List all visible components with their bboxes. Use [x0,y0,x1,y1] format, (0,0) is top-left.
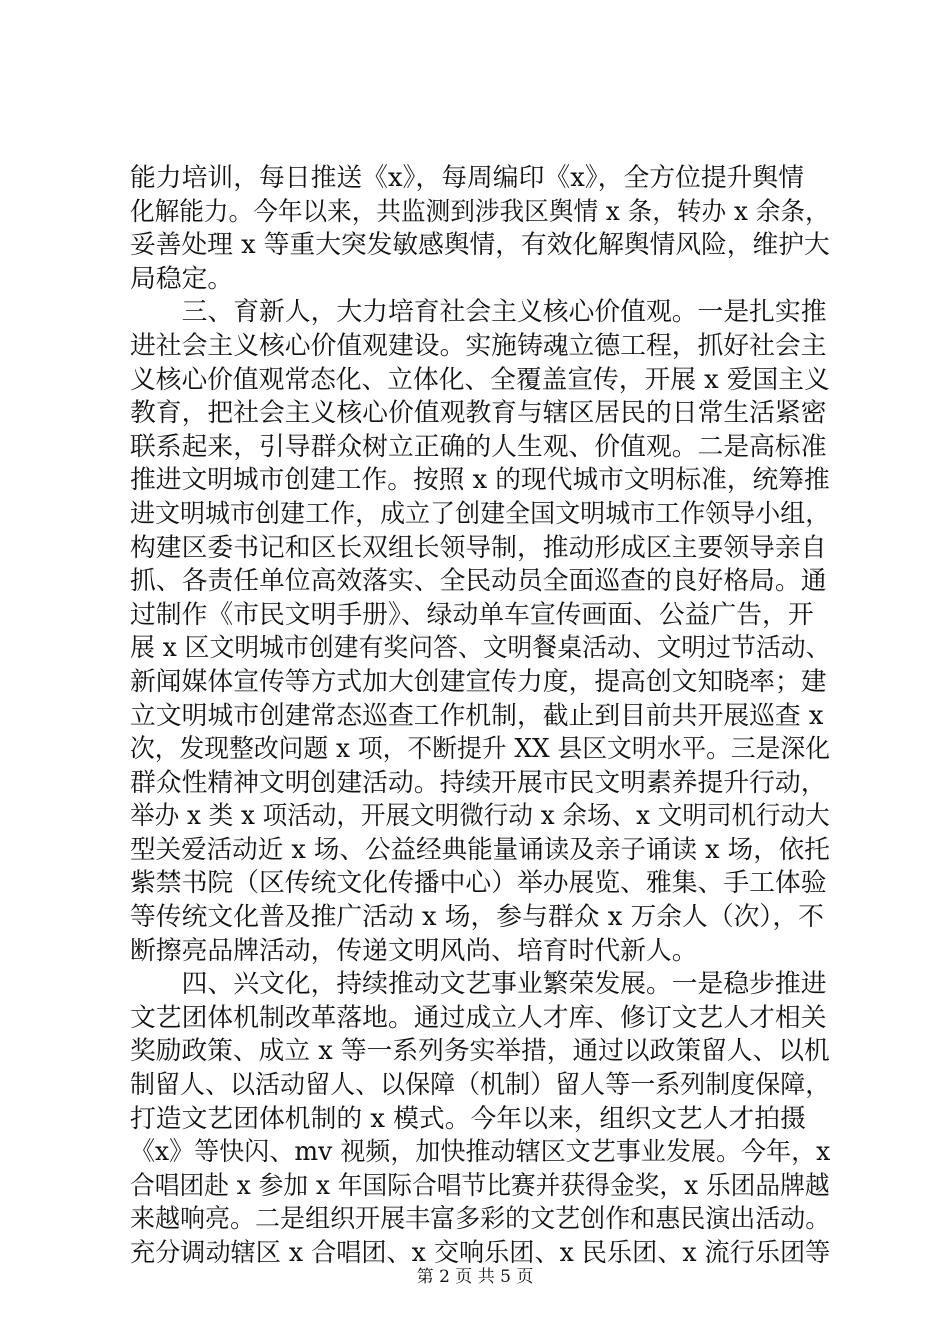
body-text [130,162,830,1271]
text-line: 打造文艺团体机制的 x 模式。今年以来，组织文艺人才拍摄 [130,1103,806,1134]
text-line: 《x》等快闪、mv 视频，加快推动辖区文艺事业发展。今年，x [130,1137,831,1168]
text-line: 新闻媒体宣传等方式加大创建宣传力度，提高创文知晓率；建 [130,666,827,697]
text-line: 联系起来，引导群众树立正确的人生观、价值观。二是高标准 [130,431,827,462]
text-line: 妥善处理 x 等重大突发敏感舆情，有效化解舆情风险，维护大 [130,230,830,261]
text-line: 群众性精神文明创建活动。持续开展市民文明素养提升行动， [130,767,827,798]
text-line: 四、兴文化，持续推动文艺事业繁荣发展。一是稳步推进 [130,969,827,1000]
text-line: 能力培训，每日推送《x》，每周编印《x》，全方位提升舆情 [130,163,805,193]
text-line: 充分调动辖区 x 合唱团、x 交响乐团、x 民乐团、x 流行乐团等 [130,1238,831,1268]
text-line: 化解能力。今年以来，共监测到涉我区舆情 x 条，转办 x 余条， [130,196,830,227]
text-line: 教育，把社会主义核心价值观教育与辖区居民的日常生活紧密 [130,398,827,429]
text-line: 次，发现整改问题 x 项，不断提升 XX 县区文明水平。三是深化 [130,734,831,765]
text-line: 立文明城市创建常态巡查工作机制，截止到目前共开展巡查 x [130,700,824,731]
text-line: 紫禁书院（区传统文化传播中心）举办展览、雅集、手工体验 [130,868,827,899]
text-line: 奖励政策、成立 x 等一系列务实举措，通过以政策留人、以机 [130,1036,830,1067]
text-line: 过制作《市民文明手册》、绿动单车宣传画面、公益广告，开 [130,599,814,630]
text-line: 文艺团体机制改革落地。通过成立人才库、修订文艺人才相关 [130,1002,827,1033]
text-line: 制留人、以活动留人、以保障（机制）留人等一系列制度保障， [130,1070,831,1101]
text-line: 义核心价值观常态化、立体化、全覆盖宣传，开展 x 爱国主义 [130,364,830,395]
text-line: 举办 x 类 x 项活动，开展文明微行动 x 余场、x 文明司机行动大 [130,801,830,832]
text-line: 等传统文化普及推广活动 x 场，参与群众 x 万余人（次），不 [130,902,824,933]
text-line: 抓、各责任单位高效落实、全民动员全面巡查的良好格局。通 [130,566,827,597]
text-line: 型关爱活动近 x 场、公益经典能量诵读及亲子诵读 x 场，依托 [130,834,830,865]
text-line: 合唱团赴 x 参加 x 年国际合唱节比赛并获得金奖，x 乐团品牌越 [130,1170,830,1201]
page-footer: 第 2 页 共 5 页 [416,1267,534,1287]
text-line: 来越响亮。二是组织开展丰富多彩的文艺创作和惠民演出活动。 [130,1204,831,1235]
text-line: 构建区委书记和区长双组长领导制，推动形成区主要领导亲自 [130,532,827,563]
text-line: 展 x 区文明城市创建有奖问答、文明餐桌活动、文明过节活动、 [130,633,831,664]
text-line: 推进文明城市创建工作。按照 x 的现代城市文明标准，统筹推 [130,465,830,496]
text-line: 三、育新人，大力培育社会主义核心价值观。一是扎实推 [130,297,827,328]
text-line: 进社会主义核心价值观建设。实施铸魂立德工程，抓好社会主 [130,330,827,361]
text-line: 局稳定。 [130,263,234,294]
text-line: 断擦亮品牌活动，传递文明风尚、培育时代新人。 [130,935,698,966]
text-line: 进文明城市创建工作，成立了创建全国文明城市工作领导小组， [130,498,831,529]
